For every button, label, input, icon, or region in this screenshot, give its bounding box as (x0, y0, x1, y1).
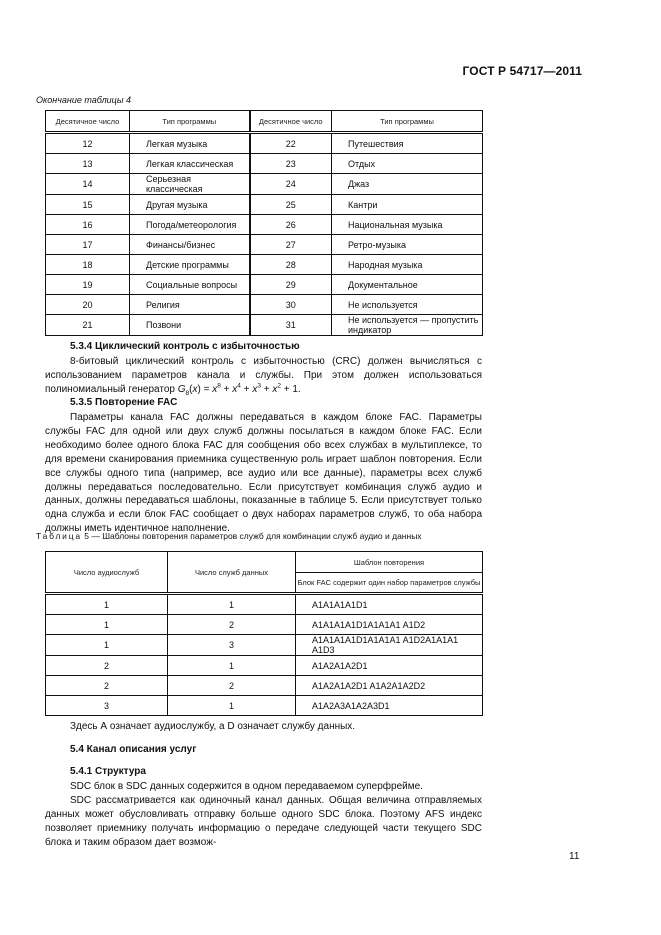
formula-variable: x (252, 383, 258, 395)
audio-count-cell: 2 (46, 676, 168, 696)
formula-exponent: 8 (217, 382, 221, 390)
audio-count-cell: 1 (46, 594, 168, 615)
table-row (46, 215, 483, 235)
formula-exponent: 2 (277, 382, 281, 390)
section-heading-5-4: 5.4 Канал описания услуг (70, 744, 197, 755)
column-subheader-fac-one-set: Блок FAC содержит один набор параметров службы (296, 573, 483, 594)
column-header-audio-services: Число аудиослужб (46, 552, 168, 594)
pattern-cell: A1A1A1A1D1A1A1A1 A1D2 (296, 615, 483, 635)
decimal-number-cell: 24 (250, 174, 332, 195)
formula-tail: + 1. (280, 383, 301, 395)
table-row (46, 255, 483, 275)
crc-formula (178, 384, 301, 395)
decimal-number-cell: 21 (46, 315, 130, 336)
decimal-number-cell: 18 (46, 255, 130, 275)
document-standard-id: ГОСТ Р 54717—2011 (462, 64, 582, 78)
table-row (46, 696, 483, 716)
table5-caption-label: Таблица (36, 531, 82, 541)
decimal-number-cell: 15 (46, 195, 130, 215)
formula-variable: x (212, 383, 218, 395)
table-row (46, 594, 483, 615)
data-count-cell: 1 (168, 656, 296, 676)
table-row (46, 615, 483, 635)
table-row (46, 235, 483, 255)
audio-count-cell: 1 (46, 615, 168, 635)
program-type-cell: Документальное (332, 275, 483, 295)
column-header-repetition-pattern: Шаблон повторения (296, 552, 483, 573)
program-type-cell: Кантри (332, 195, 483, 215)
table-row (46, 133, 483, 154)
table5-caption (36, 531, 422, 541)
decimal-number-cell: 29 (250, 275, 332, 295)
section-5-4-1-para2: SDC рассматривается как одиночный канал данных. Общая величина отправляемых данных может обусловливать отправку больше одного SDC блока. Поэтому AFS индекс позволяет приемнику получать информацию о передаче следующей части текущего SDC блока и таким образом дает возмож- (45, 795, 482, 848)
program-type-cell: Серьезная классическая (130, 174, 250, 195)
formula-exponent: 3 (257, 382, 261, 390)
decimal-number-cell: 26 (250, 215, 332, 235)
crc-description: 8-битовый циклический контроль с избыточностью (CRC) должен вычисляться с использованием параметров канала и службы. При этом должен использоваться полиномиальный генератор (45, 356, 482, 395)
table-row (46, 635, 483, 656)
table-row (46, 295, 483, 315)
audio-count-cell: 3 (46, 696, 168, 716)
decimal-number-cell: 16 (46, 215, 130, 235)
decimal-number-cell: 19 (46, 275, 130, 295)
column-header-data-services: Число служб данных (168, 552, 296, 594)
table5-note: Здесь А означает аудиослужбу, а D означает службу данных. (70, 721, 356, 732)
audio-count-cell: 2 (46, 656, 168, 676)
program-type-cell: Национальная музыка (332, 215, 483, 235)
data-count-cell: 1 (168, 696, 296, 716)
pattern-cell: A1A2A1A2D1 (296, 656, 483, 676)
table-program-types (45, 110, 483, 336)
page-number: 11 (569, 851, 580, 862)
data-count-cell: 2 (168, 615, 296, 635)
table-row (46, 195, 483, 215)
formula-variable: x (232, 383, 238, 395)
formula-variable: x (272, 383, 278, 395)
section-5-3-5-text: Параметры канала FAC должны передаваться в каждом блоке FAC. Параметры службы FAC для одной или двух служб должны посылаться в каждом блоке FAC. Если необходимо более одного блока FAC для сообщения обо всех службах в мультиплексе, то для времени сканирования приемника существенную роль играет шаблон повторения. Если все службы одного типа (например, все аудио или все данные), параметры всех служб должны передаваться последовательно. Если присутствует комбинация служб аудио и данных, должны передаваться шаблоны, показанные в таблице 5. Если присутствует только одна служба и если блок FAC сообщает о двух наборах параметров служб, то оба набора должны иметь идентичное наполнение. (45, 412, 482, 535)
decimal-number-cell: 12 (46, 133, 130, 154)
program-type-cell: Народная музыка (332, 255, 483, 275)
pattern-cell: A1A2A3A1A2A3D1 (296, 696, 483, 716)
pattern-cell: A1A1A1A1D1A1A1A1 A1D2A1A1A1 A1D3 (296, 635, 483, 656)
audio-count-cell: 1 (46, 635, 168, 656)
program-type-cell: Детские программы (130, 255, 250, 275)
section-5-3-4-text (45, 355, 482, 397)
decimal-number-cell: 31 (250, 315, 332, 336)
formula-terms: $(x) = x^8 + x^4 + x^3 + x^2 + 1$. (189, 382, 301, 395)
column-header-program-type: Тип программы (332, 111, 483, 133)
data-count-cell: 2 (168, 676, 296, 696)
program-type-cell: Отдых (332, 154, 483, 174)
formula-exponent: 4 (237, 382, 241, 390)
program-type-cell: Позвони (130, 315, 250, 336)
table-row (46, 275, 483, 295)
table-row (46, 315, 483, 336)
decimal-number-cell: 20 (46, 295, 130, 315)
program-type-cell: Легкая музыка (130, 133, 250, 154)
program-type-cell: Другая музыка (130, 195, 250, 215)
program-type-cell: Ретро-музыка (332, 235, 483, 255)
section-heading-5-4-1: 5.4.1 Структура (70, 766, 146, 777)
column-header-decimal: Десятичное число (250, 111, 332, 133)
program-type-cell: Легкая классическая (130, 154, 250, 174)
table-header-row (46, 111, 483, 133)
decimal-number-cell: 13 (46, 154, 130, 174)
section-heading-5-3-4: 5.3.4 Циклический контроль с избыточностью (70, 341, 300, 352)
column-header-program-type: Тип программы (130, 111, 250, 133)
data-count-cell: 3 (168, 635, 296, 656)
table-row (46, 154, 483, 174)
table-row (46, 174, 483, 195)
decimal-number-cell: 14 (46, 174, 130, 195)
program-type-cell: Не используется — пропустить индикатор (332, 315, 483, 336)
program-type-cell: Социальные вопросы (130, 275, 250, 295)
table5-caption-text: 5 — Шаблоны повторения параметров служб для комбинации служб аудио и данных (81, 531, 422, 541)
table-fac-repetition-patterns (45, 551, 483, 716)
section-heading-5-3-5: 5.3.5 Повторение FAC (70, 397, 178, 408)
pattern-cell: A1A1A1A1D1 (296, 594, 483, 615)
decimal-number-cell: 17 (46, 235, 130, 255)
program-type-cell: Погода/метеорология (130, 215, 250, 235)
program-type-cell: Путешествия (332, 133, 483, 154)
program-type-cell: Религия (130, 295, 250, 315)
table-row (46, 656, 483, 676)
pattern-cell: A1A2A1A2D1 A1A2A1A2D2 (296, 676, 483, 696)
program-type-cell: Финансы/бизнес (130, 235, 250, 255)
program-type-cell: Не используется (332, 295, 483, 315)
decimal-number-cell: 30 (250, 295, 332, 315)
decimal-number-cell: 23 (250, 154, 332, 174)
table4-continuation-caption: Окончание таблицы 4 (36, 95, 131, 105)
decimal-number-cell: 22 (250, 133, 332, 154)
column-header-decimal: Десятичное число (46, 111, 130, 133)
decimal-number-cell: 27 (250, 235, 332, 255)
formula-g-subscript: 8 (185, 389, 190, 397)
formula-g: G (177, 383, 186, 395)
program-type-cell: Джаз (332, 174, 483, 195)
data-count-cell: 1 (168, 594, 296, 615)
table-row (46, 676, 483, 696)
section-5-4-1-para1: SDC блок в SDC данных содержится в одном передаваемом суперфрейме. (70, 781, 423, 792)
decimal-number-cell: 25 (250, 195, 332, 215)
decimal-number-cell: 28 (250, 255, 332, 275)
